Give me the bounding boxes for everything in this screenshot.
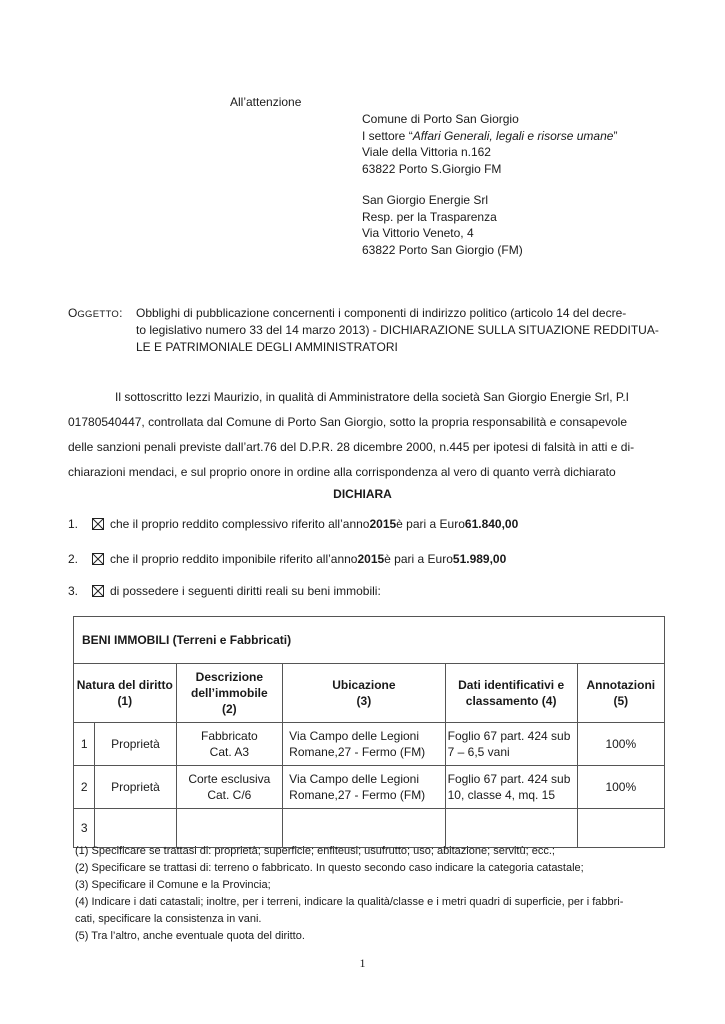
footnotes: (1) Specificare se trattasi di: proprietà; superficie; enfiteusi; usufrutto; uso; abitazione; servitù; ecc.; (2) Specificare se trattasi di: terreno o fabbricato. In questo secondo caso indicare la categoria catastale; (3) Specificare il Comune e la Provincia; (4) Indicare i dati catastali; inoltre, per i terreni, indicare la qualità/classe e i metri quadri di superficie, per i fabbri- cati, specificare la consistenza in vani. (5) Tra l’altro, anche eventuale quota del diritto.: [75, 845, 624, 942]
table-row: 3: [74, 809, 665, 848]
declaration-item-2: 2. che il proprio reddito imponibile riferito all’anno 2015 è pari a Euro 51.989,00: [68, 552, 507, 566]
address-line: Via Vittorio Veneto, 4: [362, 226, 474, 240]
table-title: BENI IMMOBILI (Terreni e Fabbricati): [74, 617, 665, 664]
checked-box-icon: [92, 553, 104, 565]
declaration-body: Il sottoscritto Iezzi Maurizio, in qualità di Amministratore della società San Giorgio Energie Srl, P.I 01780540447, controllata dal Comune di Porto San Giorgio, sotto la propria responsabilità e consapevole delle sanzioni penali previste dall’art.76 del D.P.R. 28 dicembre 2000, n.445 per ipotesi di falsità in atti e di- chiarazioni mendaci, e sul proprio onore in ordine alla corrispondenza al vero di quanto verrà dichiarato: [68, 390, 635, 479]
address-line: I settore “Affari Generali, legali e risorse umane”: [362, 128, 618, 143]
subject-text: Obblighi di pubblicazione concernenti i componenti di indirizzo politico (articolo 14 del decre- to legislativo numero 33 del 14 marzo 2013) - DICHIARAZIONE SULLA SITUAZIONE REDDITUA- LE E PATRIMONIALE DEGLI AMMINISTRATORI: [136, 306, 659, 354]
page-number: 1: [359, 956, 366, 970]
address-line: Resp. per la Trasparenza: [362, 209, 497, 224]
column-header: Descrizione dell’immobile (2): [176, 664, 283, 723]
declaration-item-3: 3. di possedere i seguenti diritti reali su beni immobili:: [68, 584, 381, 598]
address-line: 63822 Porto S.Giorgio FM: [362, 161, 502, 176]
address-line: 63822 Porto San Giorgio (FM): [362, 242, 523, 257]
recipient-address-comune: [362, 111, 617, 177]
checked-box-icon: [92, 585, 104, 597]
address-line: San Giorgio Energie Srl: [362, 193, 489, 207]
real-estate-table: [73, 616, 665, 848]
recipient-address-energie: [362, 192, 523, 258]
subject-label: OGGETTO:: [68, 306, 123, 320]
declare-heading: DICHIARA: [333, 487, 392, 501]
table-row: 2 Proprietà Corte esclusiva Cat. C/6 Via Campo delle Legioni Romane,27 - Fermo (FM) Foglio 67 part. 424 sub 10, classe 4, mq. 15 100%: [74, 766, 665, 809]
table-header-row: [74, 664, 665, 723]
address-line: Viale della Vittoria n.162: [362, 145, 491, 159]
column-header: Natura del diritto (1): [74, 664, 177, 723]
column-header: Annotazioni (5): [577, 664, 664, 723]
table-row: 1 Proprietà Fabbricato Cat. A3 Via Campo delle Legioni Romane,27 - Fermo (FM) Foglio 67 part. 424 sub 7 – 6,5 vani 100%: [74, 723, 665, 766]
address-line: Comune di Porto San Giorgio: [362, 112, 519, 126]
column-header: Ubicazione (3): [283, 664, 445, 723]
attention-label: All’attenzione: [230, 95, 302, 109]
subject-block: [68, 305, 668, 356]
checked-box-icon: [92, 518, 104, 530]
declaration-item-1: 1. che il proprio reddito complessivo riferito all’anno 2015 è pari a Euro 61.840,00: [68, 517, 519, 531]
column-header: Dati identificativi e classamento (4): [445, 664, 577, 723]
